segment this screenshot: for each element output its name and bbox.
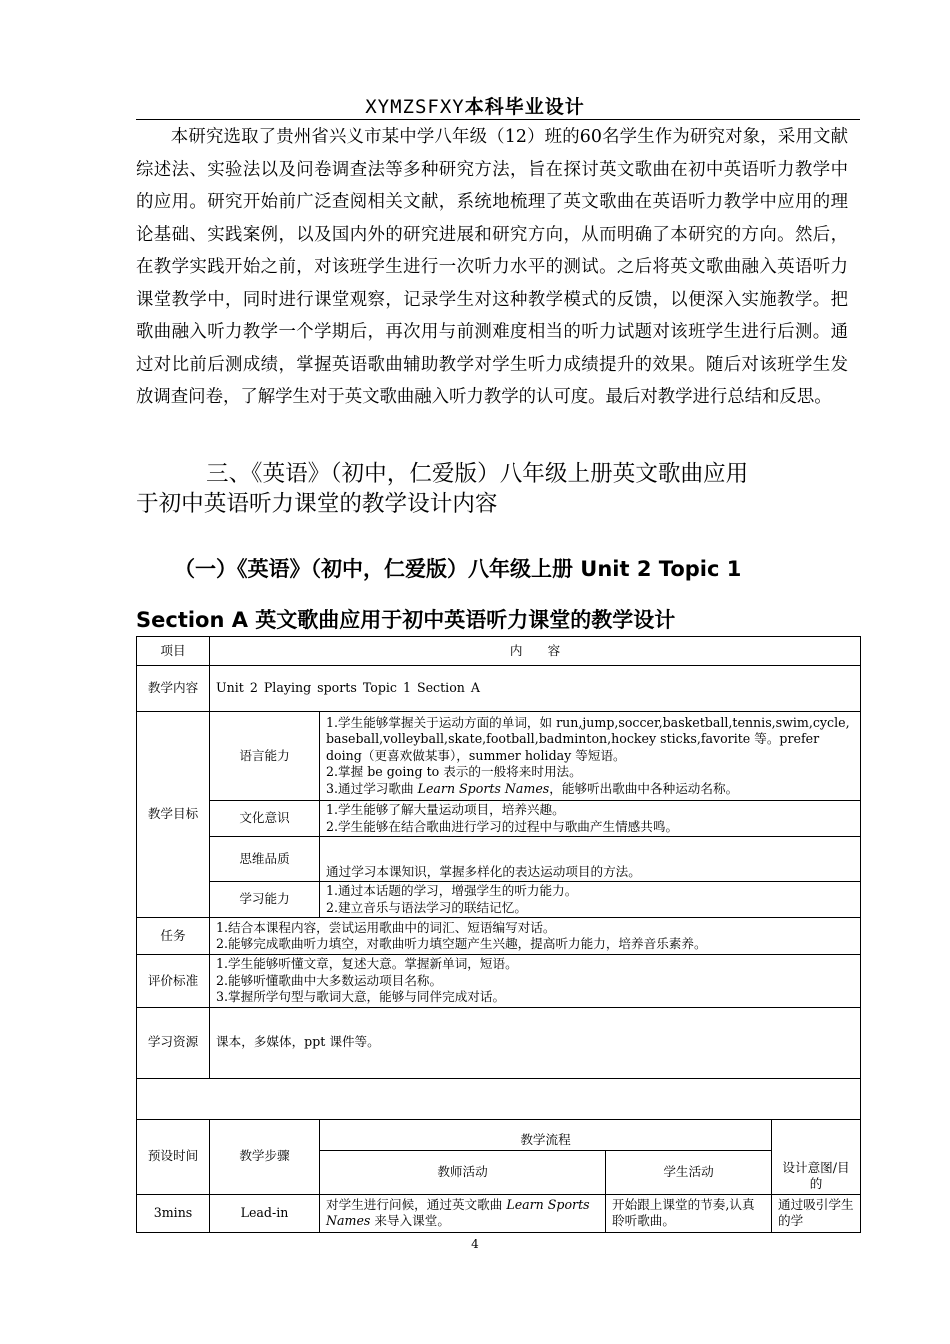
- learning-content: [320, 882, 861, 918]
- evaluation-label: 评价标准: [137, 955, 210, 1008]
- culture-content: [320, 801, 861, 837]
- table-row: [137, 882, 861, 918]
- subsection-heading-line1: （一）《英语》（初中，仁爱版）八年级上册 Unit 2 Topic 1: [174, 557, 742, 581]
- flow-time-header: 预设时间: [137, 1119, 210, 1194]
- page-number: 4: [471, 1237, 479, 1251]
- language-ability-line3: [326, 781, 854, 798]
- subsection-heading: [136, 544, 860, 646]
- learning-line1: 1.通过本话题的学习，增强学生的听力能力。: [326, 883, 578, 898]
- task-line2: 2.能够完成歌曲听力填空，对歌曲听力填空题产生兴趣，提高听力能力，培养音乐素养。: [216, 936, 707, 951]
- table-row: [137, 918, 861, 955]
- teaching-content-value: Unit 2 Playing sports Topic 1 Section A: [210, 666, 861, 712]
- subsection-heading-line2: Section A 英文歌曲应用于初中英语听力课堂的教学设计: [136, 608, 676, 632]
- learning-label: 学习能力: [210, 882, 320, 918]
- flow-row1-teacher-post: 来导入课堂。: [370, 1213, 450, 1228]
- flow-student-header: 学生活动: [606, 1150, 772, 1194]
- resources-content: 课本，多媒体，ppt 课件等。: [210, 1007, 861, 1078]
- task-content: [210, 918, 861, 955]
- section-heading: [136, 459, 860, 519]
- evaluation-line1: 1.学生能够听懂文章，复述大意。掌握新单词，短语。: [216, 956, 518, 971]
- flow-row1-step: Lead-in: [210, 1194, 320, 1232]
- table-row: [137, 955, 861, 1008]
- language-ability-line1: 1.学生能够掌握关于运动方面的单词，如 run,jump,soccer,basketball,tennis,swim,cycle, baseball,volleyball,skate,football,badminton,hockey sticks,favorite 等。prefer doing（更喜欢做某事），summer holiday 等短语。: [326, 714, 850, 763]
- flow-row1-time: 3mins: [137, 1194, 210, 1232]
- culture-line2: 2.学生能够在结合歌曲进行学习的过程中与歌曲产生情感共鸣。: [326, 818, 679, 834]
- evaluation-content: [210, 955, 861, 1008]
- header-item: 项目: [137, 637, 210, 666]
- header-title: 本科毕业设计: [464, 96, 585, 118]
- resources-label: 学习资源: [137, 1007, 210, 1078]
- culture-line1: 1.学生能够了解大量运动项目，培养兴趣。: [326, 802, 565, 817]
- section-heading-line1: 三、《英语》（初中，仁爱版）八年级上册英文歌曲应用: [206, 461, 749, 487]
- song-title: Learn Sports Names: [326, 1196, 590, 1228]
- table-header-row: [137, 637, 861, 666]
- table-row: [137, 837, 861, 882]
- flow-step-header: 教学步骤: [210, 1119, 320, 1194]
- table-row: [137, 666, 861, 712]
- language-ability-content: [320, 712, 861, 801]
- section-heading-line2: 于初中英语听力课堂的教学设计内容: [136, 491, 498, 517]
- language-ability-label: 语言能力: [210, 712, 320, 801]
- header-rule: [136, 119, 860, 120]
- thinking-content: [320, 837, 861, 882]
- thinking-label: 思维品质: [210, 837, 320, 882]
- header-code: XYMZSFXY: [365, 96, 465, 118]
- evaluation-line3: 3.掌握所学句型与歌词大意，能够与同伴完成对话。: [216, 989, 506, 1004]
- flow-row1-design: 通过吸引学生的学: [772, 1194, 861, 1232]
- flow-row1-student: 开始跟上课堂的节奏,认真聆听歌曲。: [606, 1194, 772, 1232]
- header-content: 内 容: [210, 637, 861, 666]
- flow-header: 教学流程: [320, 1119, 772, 1150]
- table-row: [137, 1194, 861, 1232]
- blank-cell: [137, 1078, 861, 1119]
- intro-paragraph: 本研究选取了贵州省兴义市某中学八年级（12）班的60名学生作为研究对象，采用文献综述法、实验法以及问卷调查法等多种研究方法，旨在探讨英文歌曲在初中英语听力教学中的应用。研究开始前广泛查阅相关文献，系统地梳理了英文歌曲在英语听力教学中应用的理论基础、实践案例，以及国内外的研究进展和研究方向，从而明确了本研究的方向。然后，在教学实践开始之前，对该班学生进行一次听力水平的测试。之后将英文歌曲融入英语听力课堂教学中，同时进行课堂观察，记录学生对这种教学模式的反馈，以便深入实施教学。把歌曲融入听力教学一个学期后，再次用与前测难度相当的听力试题对该班学生进行后测。通过对比前后测成绩，掌握英语歌曲辅助教学对学生听力成绩提升的效果。随后对该班学生发放调查问卷，了解学生对于英文歌曲融入听力教学的认可度。最后对教学进行总结和反思。: [136, 127, 848, 407]
- task-line1: 1.结合本课程内容，尝试运用歌曲中的词汇、短语编写对话。: [216, 919, 556, 935]
- teaching-content-label: 教学内容: [137, 666, 210, 712]
- table-row: [137, 712, 861, 801]
- flow-teacher-header: 教师活动: [320, 1150, 606, 1194]
- language-ability-line3-post: ，能够听出歌曲中各种运动名称。: [549, 780, 739, 796]
- evaluation-line2: 2.能够听懂歌曲中大多数运动项目名称。: [216, 972, 443, 988]
- table-row: [137, 1007, 861, 1078]
- table-blank-row: [137, 1078, 861, 1119]
- culture-label: 文化意识: [210, 801, 320, 837]
- lesson-plan-table: [136, 636, 861, 1233]
- table-row: [137, 1119, 861, 1150]
- thinking-line1: 通过学习本课知识，掌握多样化的表达运动项目的方法。: [326, 863, 641, 879]
- page-header: [0, 92, 950, 119]
- task-label: 任务: [137, 918, 210, 955]
- flow-row1-teacher: [320, 1194, 606, 1232]
- objectives-label: 教学目标: [137, 712, 210, 918]
- table-row: [137, 801, 861, 837]
- flow-design-header: 设计意图/目的: [772, 1119, 861, 1194]
- language-ability-line2: 2.掌握 be going to 表示的一般将来时用法。: [326, 764, 582, 780]
- language-ability-line3-pre: 3.通过学习歌曲: [326, 780, 418, 796]
- learning-line2: 2.建立音乐与语法学习的联结记忆。: [326, 899, 527, 915]
- flow-row1-teacher-pre: 对学生进行问候，通过英文歌曲: [326, 1196, 507, 1212]
- song-title: Learn Sports Names: [417, 780, 550, 796]
